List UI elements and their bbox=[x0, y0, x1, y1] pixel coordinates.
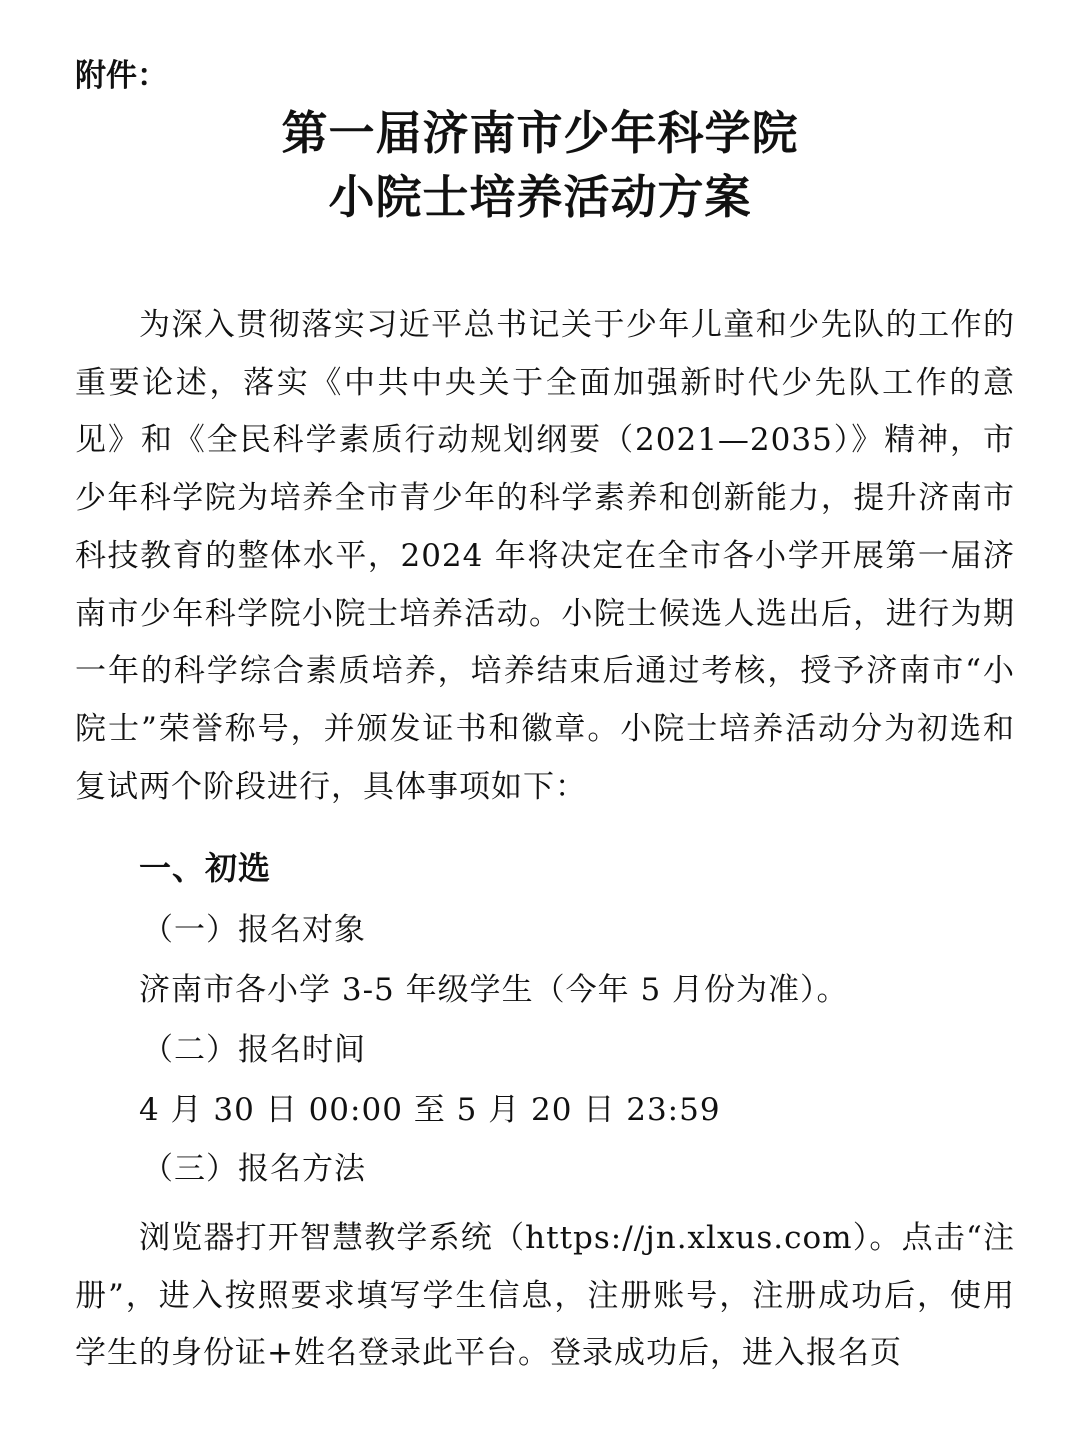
document-title-line-1: 第一届济南市少年科学院 bbox=[281, 106, 799, 160]
subheading-eligibility: （一）报名对象 bbox=[142, 912, 366, 948]
subheading-registration-method: （三）报名方法 bbox=[142, 1151, 366, 1187]
registration-method-paragraph: 浏览器打开智慧教学系统（https://jn.xlxus.com）。点击“注册”，进入按照要求填写学生信息，注册账号，注册成功后，使用学生的身份证+姓名登录此平台。登录成功后，进入报名页 bbox=[75, 1220, 1015, 1372]
intro-paragraph: 为深入贯彻落实习近平总书记关于少年儿童和少先队的工作的重要论述，落实《中共中央关于全面加强新时代少先队工作的意见》和《全民科学素质行动规划纲要（2021—2035）》精神，市少年科学院为培养全市青少年的科学素养和创新能力，提升济南市科技教育的整体水平，2024 年将决定在全市各小学开展第一届济南市少年科学院小院士培养活动。小院士候选人选出后，进行为期一年的科学综合素质培养，培养结束后通过考核，授予济南市“小院士”荣誉称号，并颁发证书和徽章。小院士培养活动分为初选和复试两个阶段进行，具体事项如下： bbox=[75, 307, 1015, 805]
section-heading-preliminary: 一、初选 bbox=[139, 849, 272, 887]
subheading-registration-time: （二）报名时间 bbox=[142, 1032, 366, 1068]
attachment-label: 附件： bbox=[75, 58, 168, 94]
eligibility-text: 济南市各小学 3-5 年级学生（今年 5 月份为准）。 bbox=[139, 972, 849, 1008]
document-title-line-2: 小院士培养活动方案 bbox=[328, 170, 752, 224]
registration-time-text: 4 月 30 日 00:00 至 5 月 20 日 23:59 bbox=[139, 1092, 721, 1128]
